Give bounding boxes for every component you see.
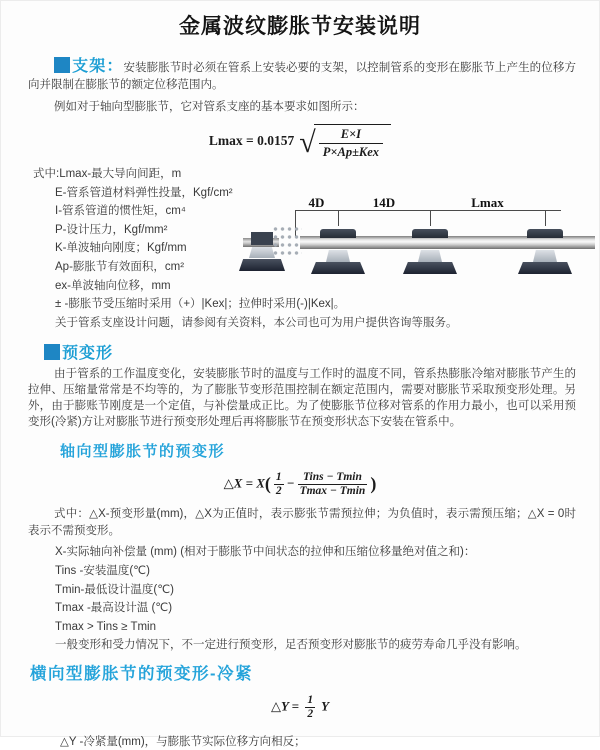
axial-definitions-list <box>55 543 576 655</box>
predeform-section-heading: 预变形 <box>62 345 114 363</box>
open-paren: ( <box>264 473 271 494</box>
dimension-label-4d: 4D <box>308 195 325 210</box>
axial-formula-explanation: 式中：△X-预变形量(mm)，△X为正值时，表示膨张节需预拉伸；为负值时，表示需预压缩；△X = 0时表示不需预变形。 <box>28 508 576 537</box>
fraction-numerator: Tins − Tmin <box>302 470 362 483</box>
definition-line: ex-单波轴向位移，mm <box>55 279 171 292</box>
definition-line: Tins -安装温度(℃) <box>55 565 150 577</box>
section-marker-icon <box>44 344 60 360</box>
definition-line: 式中:Lmax-最大导向间距，m <box>33 168 182 180</box>
anchor-base <box>239 259 285 271</box>
page-title: 金属波纹膨胀节安装说明 <box>179 15 421 38</box>
axial-predeform-formula <box>0 471 600 498</box>
sqrt-radical <box>299 124 391 160</box>
dimension-label-14d: 14D <box>372 195 396 210</box>
definition-line: Tmin-最低设计温度(℃) <box>55 583 174 596</box>
support-cap <box>527 229 563 238</box>
pipe-support-diagram <box>243 194 595 290</box>
lateral-formula-rhs: Y <box>321 698 330 714</box>
dimension-label-lmax: Lmax <box>471 195 504 210</box>
half-fraction <box>274 471 284 498</box>
definition-line: 一般变形和受力情况下，不一定进行预变形，足否预变形对膨胀节的疲劳寿命几乎没有影响。 <box>55 639 527 652</box>
definition-line: E-管系管道材料弹性投量，Kgf/cm² <box>55 186 233 199</box>
support-cap <box>412 229 448 238</box>
support-pedestal <box>418 250 442 262</box>
axial-formula-lhs: △X = X <box>223 475 265 491</box>
dimension-tick <box>430 210 431 226</box>
support-base <box>518 262 572 274</box>
anchor-pedestal <box>249 247 275 258</box>
minus-operator: − <box>286 475 295 491</box>
definition-line: P-设计压力，Kgf/mm² <box>55 223 168 236</box>
lateral-formula-lhs: △Y = <box>270 698 300 714</box>
support-cap <box>320 229 356 238</box>
dimension-tick <box>545 210 546 226</box>
lateral-subsection-heading: 横向型膨胀节的预变形-冷紧 <box>30 664 253 683</box>
guide-support <box>398 229 462 277</box>
definition-line: Tmax -最高设计温 (℃) <box>55 602 173 615</box>
support-example-paragraph: 例如对于轴向型膨胀节，它对管系支座的基本要求如图所示： <box>54 101 365 113</box>
axial-subsection-heading: 轴向型膨胀节的预变形 <box>60 442 226 460</box>
close-paren: ) <box>370 473 377 494</box>
fraction-numerator: E×I <box>340 127 362 141</box>
fraction-denominator: 2 <box>307 708 314 721</box>
half-fraction <box>305 694 315 721</box>
fraction-numerator: 1 <box>275 470 282 483</box>
definition-line: ± -膨胀节受压缩时采用（+）|Kex|；拉伸时采用(-)|Kex|。 <box>55 298 346 311</box>
radicand-fraction <box>314 124 391 160</box>
section-marker-icon <box>54 57 70 73</box>
support-section-heading: 支架： <box>72 58 124 75</box>
anchor-support <box>235 230 291 276</box>
predeform-paragraph: 由于管系的工作温度变化，安装膨胀节时的温度与工作时的温度不同，管系热膨胀冷缩对膨胀节产生的拉伸、压缩量常常是不均等的，为了膨胀节变形范围控制在额定范围内，需要对膨胀节采取预变形处理。另外，由于膨账节刚度是一个定值，与补偿量成正比。为了使膨胀节位移对管系的作用力最小，也可以采用预变形(冷紧)方让对膨胀节进行预变形处理后再将膨胀节在预变形状态下安装在管系中。 <box>28 368 576 429</box>
guide-support <box>513 229 577 277</box>
support-pedestal <box>326 250 350 262</box>
fraction-denominator: 2 <box>275 485 282 498</box>
temperature-fraction <box>298 471 368 498</box>
support-intro-text: 安装膨胀节时必须在管系上安装必要的支架，以控制管系的变形在膨胀节上产生的位移方向并限制在膨胀节的额定位移范围内。 <box>28 62 576 91</box>
fraction-numerator: 1 <box>307 693 314 706</box>
support-base <box>403 262 457 274</box>
lmax-formula-lhs: Lmax = 0.0157 <box>208 133 295 149</box>
definition-line: I-管系管道的惯性矩，cm⁴ <box>55 205 186 218</box>
lateral-formula-note: △Y -冷紧量(mm)，与膨胀节实际位移方向相反； <box>60 736 306 749</box>
definition-line: Ap-膨胀节有效面积，cm² <box>55 260 185 273</box>
guide-support <box>306 229 370 277</box>
fraction-denominator: P×Ap±Kex <box>319 143 383 160</box>
support-intro-paragraph <box>28 57 576 94</box>
definition-line: K-单波轴向刚度；Kgf/mm <box>55 242 187 255</box>
radical-sign: √ <box>299 126 316 159</box>
lmax-formula <box>0 124 600 160</box>
predeform-section-heading-row <box>44 340 600 363</box>
dimension-tick <box>338 210 339 226</box>
consulting-note-line: 关于管系支座设计问题，请参阅有关资料，本公司也可为用户提供咨询等服务。 <box>55 316 458 329</box>
support-base <box>311 262 365 274</box>
fraction-denominator: Tmax − Tmin <box>299 485 366 498</box>
definition-line: Tmax > Tins ≥ Tmin <box>55 620 156 633</box>
support-pedestal <box>533 250 557 262</box>
lateral-predeform-formula <box>0 694 600 721</box>
definition-line: X-实际轴向补偿量 (mm) (相对于膨胀节中间状态的拉伸和压缩位移量绝对值之和)： <box>55 546 476 559</box>
anchor-block <box>251 232 273 245</box>
